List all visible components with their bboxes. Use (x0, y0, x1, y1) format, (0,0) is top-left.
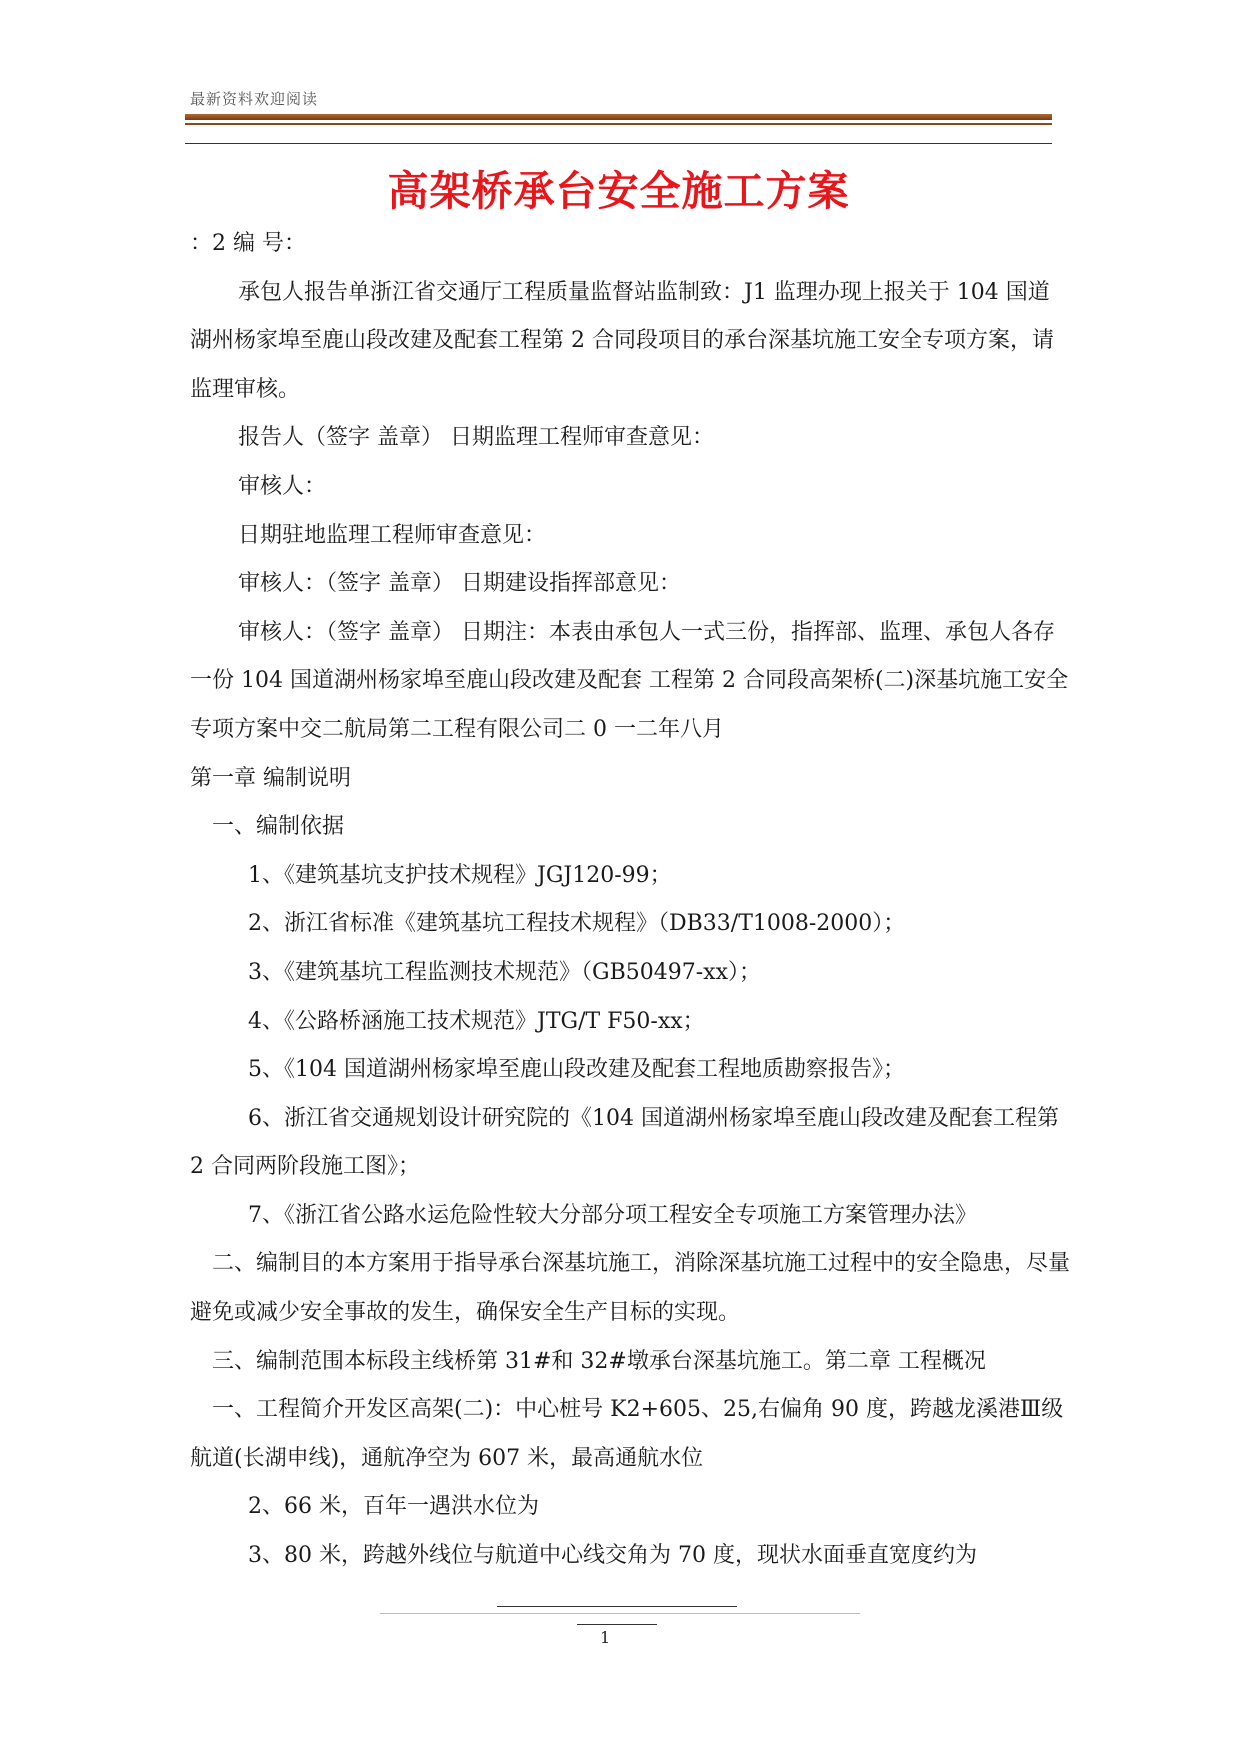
header-rule-thin (185, 123, 1052, 125)
chapter-heading: 第一章 编制说明 (190, 765, 351, 791)
paragraph: 日期驻地监理工程师审查意见： (238, 522, 547, 548)
list-item: 2、浙江省标准《建筑基坑工程技术规程》（DB33/T1008-2000）； (248, 911, 906, 937)
paragraph: 报告人（签字 盖章） 日期监理工程师审查意见： (238, 425, 714, 451)
paragraph: 审核人：（签字 盖章） 日期注：本表由承包人一式三份，指挥部、监理、承包人各存一份 104 国道湖州杨家埠至鹿山段改建及配套 工程第 2 合同段高架桥(二)深基坑施工安全专项方案中交二航局第二工程有限公司二 0 一二年八月 (190, 619, 1069, 742)
paragraph: 二、编制目的本方案用于指导承台深基坑施工，消除深基坑施工过程中的安全隐患，尽量避免或减少安全事故的发生，确保安全生产目标的实现。 (190, 1251, 1071, 1326)
paragraph: 2、66 米，百年一遇洪水位为 (248, 1494, 539, 1520)
header-text: 最新资料欢迎阅读 (190, 90, 319, 108)
paragraph: 一、工程简介开发区高架(二)：中心桩号 K2+605、25,右偏角 90 度，跨越龙溪港Ⅲ级航道(长湖申线)，通航净空为 607 米，最高通航水位 (190, 1397, 1064, 1471)
page-number: 1 (600, 1628, 611, 1647)
paragraph: 3、80 米，跨越外线位与航道中心线交角为 70 度，现状水面垂直宽度约为 (248, 1543, 977, 1569)
list-item: 1、《建筑基坑支护技术规程》JGJ120-99； (248, 862, 672, 888)
footer-rule (380, 1613, 860, 1614)
paragraph: 审核人：（签字 盖章） 日期建设指挥部意见： (238, 571, 681, 597)
document-title: 高架桥承台安全施工方案 (387, 167, 850, 215)
section-heading: 一、编制依据 (212, 814, 345, 840)
header-rule-secondary (185, 143, 1052, 144)
footer-rule-dark (497, 1606, 737, 1607)
list-item: 4、《公路桥涵施工技术规范》JTG/T F50-xx； (248, 1008, 705, 1034)
paragraph: ：2 编 号： (190, 231, 306, 256)
footer-rule-short (577, 1624, 657, 1625)
paragraph: 承包人报告单浙江省交通厅工程质量监督站监制致：J1 监理办现上报关于 104 国道湖州杨家埠至鹿山段改建及配套工程第 2 合同段项目的承台深基坑施工安全专项方案，请监理审核。 (190, 279, 1054, 402)
list-item: 7、《浙江省公路水运危险性较大分部分项工程安全专项施工方案管理办法》 (248, 1202, 977, 1228)
list-item: 5、《104 国道湖州杨家埠至鹿山段改建及配套工程地质勘察报告》； (248, 1057, 905, 1083)
paragraph: 三、编制范围本标段主线桥第 31#和 32#墩承台深基坑施工。第二章 工程概况 (212, 1348, 986, 1374)
list-item: 3、《建筑基坑工程监测技术规范》（GB50497-xx）； (248, 959, 761, 985)
list-item: 6、浙江省交通规划设计研究院的《104 国道湖州杨家埠至鹿山段改建及配套工程第 2 合同两阶段施工图》； (190, 1105, 1059, 1180)
header-rule (185, 114, 1052, 120)
document-body (190, 220, 1070, 1581)
paragraph: 审核人： (238, 473, 327, 499)
